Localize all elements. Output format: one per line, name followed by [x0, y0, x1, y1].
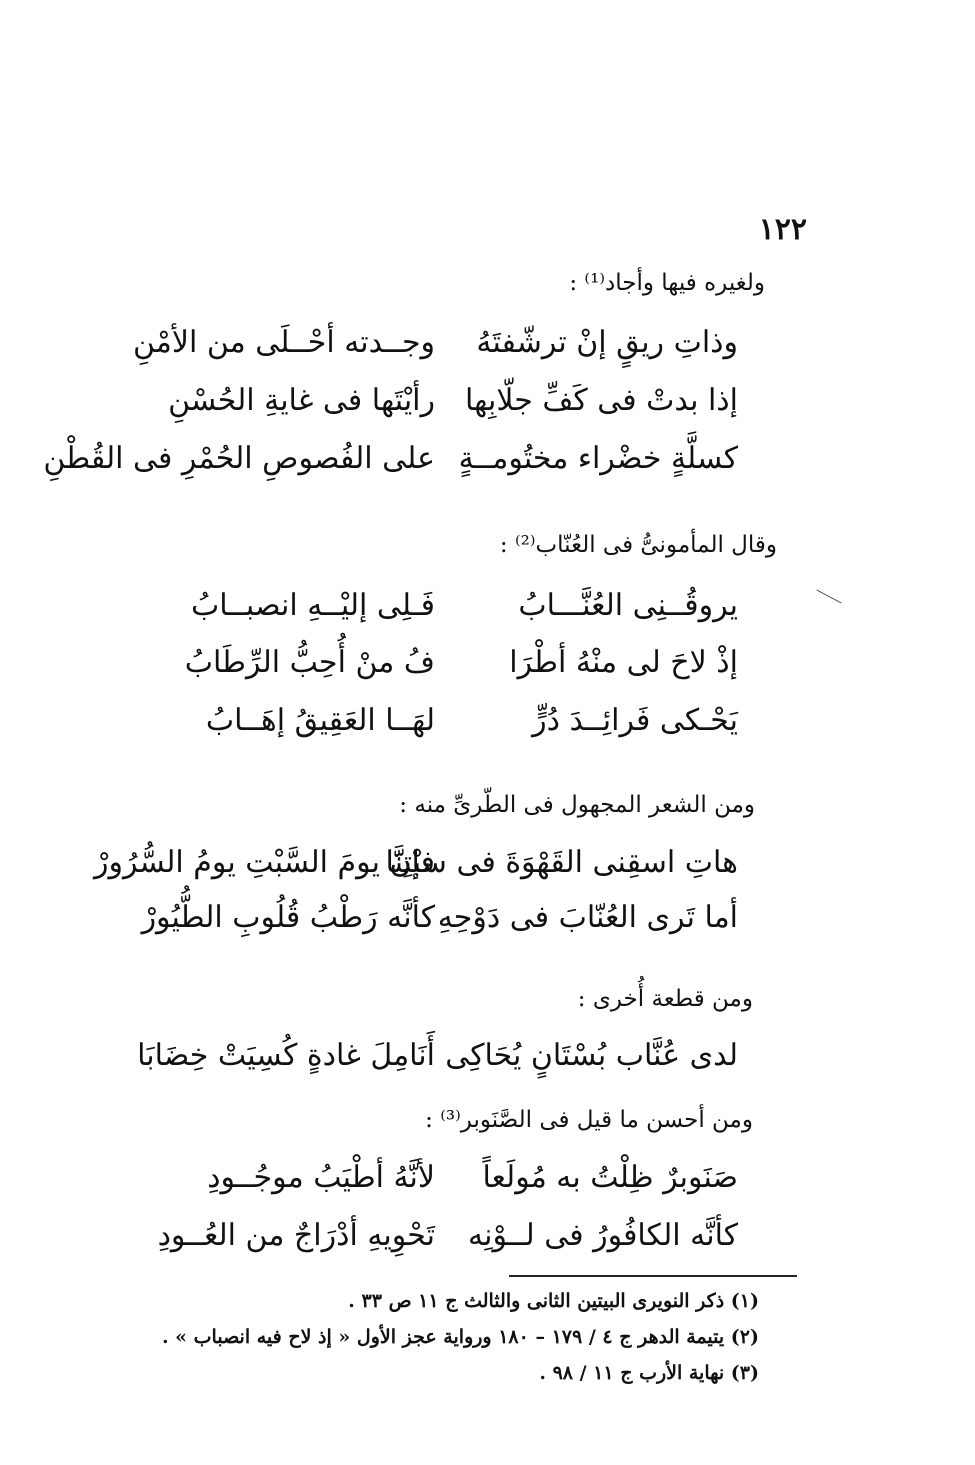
verse-second-hemistich: وجــدته أحْــلَى من الأمْنِ — [132, 325, 435, 360]
verse-first-hemistich: لدى عُنَّاب بُسْتَانٍ يُحَاكِى — [445, 1038, 738, 1073]
footnote: (١) ذكر النويرى البيتين الثانى والثالث ج ١١ ص ٣٣ . — [348, 1290, 759, 1312]
verse-second-hemistich: رأيْتَها فى غايةِ الحُسْنِ — [168, 383, 435, 418]
verse-second-hemistich: لهَــا العَقِيقُ إهَــابُ — [205, 703, 435, 738]
footnote: (٢) يتيمة الدهر ج ٤ / ١٧٩ – ١٨٠ ورواية عجز الأول « إذ لاح فيه انصباب » . — [161, 1326, 759, 1348]
verse-second-hemistich: كأنَّه رَطْبُ قُلُوبِ الطُّيُورْ — [141, 900, 435, 935]
verse-second-hemistich: فُ منْ أُحِبُّ الرِّطَابُ — [184, 645, 435, 680]
verse-first-hemistich: كسلَّةٍ خضْراء مختُومــةٍ — [458, 441, 738, 476]
section-intro: ولغيره فيها وأجاد⁽¹⁾ : — [569, 270, 765, 296]
verse-first-hemistich: إذْ لاحَ لى منْهُ أطْرَا — [509, 645, 738, 680]
verse-first-hemistich: أما تَرى العُنّابَ فى دَوْحِهِ — [437, 900, 738, 935]
section-intro: ومن قطعة أُخرى : — [577, 986, 753, 1012]
footnote-separator — [509, 1275, 797, 1277]
verse-first-hemistich: وذاتِ ريقٍ إنْ ترشّفتَهُ — [476, 325, 738, 360]
page-number: ١٢٢ — [758, 212, 807, 247]
verse-second-hemistich: فإنَّ يومَ السَّبْتِ يومُ السُّرُورْ — [93, 845, 435, 880]
footnote: (٣) نهاية الأرب ج ١١ / ٩٨ . — [539, 1362, 759, 1384]
section-intro: ومن الشعر المجهول فى الطّرىِّ منه : — [399, 792, 755, 818]
margin-mark — [816, 589, 841, 603]
verse-first-hemistich: كأنَّه الكافُورُ فى لــوْنِه — [468, 1218, 738, 1253]
verse-first-hemistich: يَحْـكى فَرائِــدَ دُرٍّ — [532, 703, 738, 738]
verse-second-hemistich: لأنَّهُ أطْيَبُ موجُــودِ — [207, 1160, 435, 1195]
section-intro: ومن أحسن ما قيل فى الصَّنَوبر⁽³⁾ : — [425, 1107, 753, 1133]
verse-second-hemistich: أَنَامِلَ غادةٍ كُسِيَتْ خِضَابَا — [137, 1038, 435, 1073]
verse-first-hemistich: يروقُــنِى العُنَّـــابُ — [518, 588, 738, 623]
verse-second-hemistich: على الفُصوصِ الحُمْرِ فى القُطْنِ — [43, 441, 435, 476]
verse-second-hemistich: تَحْوِيهِ أدْرَاجٌ من العُــودِ — [157, 1218, 435, 1253]
section-intro: وقال المأمونىُّ فى العُنّاب⁽²⁾ : — [499, 532, 777, 558]
verse-first-hemistich: صَنَوبرٌ ظِلْتُ به مُولَعاً — [482, 1160, 738, 1195]
verse-second-hemistich: فَـلِى إليْــهِ انصبــابُ — [190, 588, 435, 623]
verse-first-hemistich: هاتِ اسقِنى القَهْوَةَ فى سبْتِنَا — [385, 845, 738, 880]
verse-first-hemistich: إذا بدتْ فى كَفِّ جلّابِها — [465, 383, 738, 418]
